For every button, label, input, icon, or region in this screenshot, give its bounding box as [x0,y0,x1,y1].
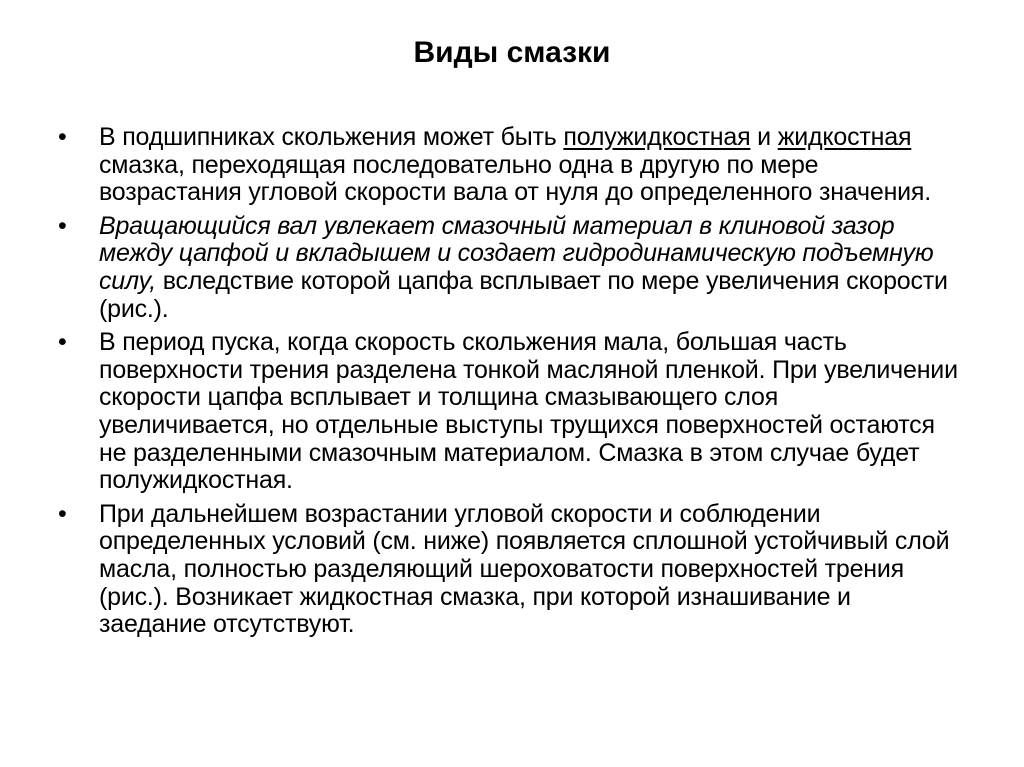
bullet-text [99,212,948,323]
text-run: В период пуска, когда скорость скольжения мала, большая часть поверхности трения разделена тонкой масляной пленкой. При увеличении скорости цапфа всплывает и толщина смазывающего слоя увеличивается, но отдельные выступы трущихся поверхностей остаются не разделенными смазочным материалом. Смазка в этом случае будет полужидкостная. [99,328,958,495]
bullet-text [99,500,949,638]
bullet-item [58,329,958,495]
bullet-marker: • [58,123,67,151]
text-run: и [750,123,778,151]
bullet-text [99,328,958,494]
underlined-term: полужидкостная [563,123,751,151]
bullet-marker: • [58,328,67,357]
text-run: смазка, переходящая последовательно одна в другую по мере возрастания угловой скорости вала от нуля до определенного значения. [99,150,932,207]
bullet-item [58,501,958,639]
bullet-marker: • [58,211,67,240]
text-run: При дальнейшем возрастании угловой скорости и соблюдении определенных условий (см. ниже) появляется сплошной устойчивый слой масла, полностью разделяющий шероховатости поверхностей трения (рис.). Возникает жидкостная смазка, при которой изнашивание и заедание отсутствуют. [99,499,950,639]
bullet-list [58,124,958,645]
bullet-text [99,123,931,206]
slide-title: Виды смазки [413,36,611,69]
bullet-item [58,124,958,207]
text-run: В подшипниках скольжения может быть [99,123,564,151]
bullet-marker: • [58,499,67,528]
italic-text-run: Вращающийся вал увлекает смазочный материал в клиновой зазор между цапфой и вкладышем и создает гидродинамическую подъемную силу, [99,211,934,295]
bullet-item [58,213,958,323]
text-run: вследствие которой цапфа всплывает по мере увеличения скорости (рис.). [99,266,948,323]
underlined-term: жидкостная [777,123,912,151]
